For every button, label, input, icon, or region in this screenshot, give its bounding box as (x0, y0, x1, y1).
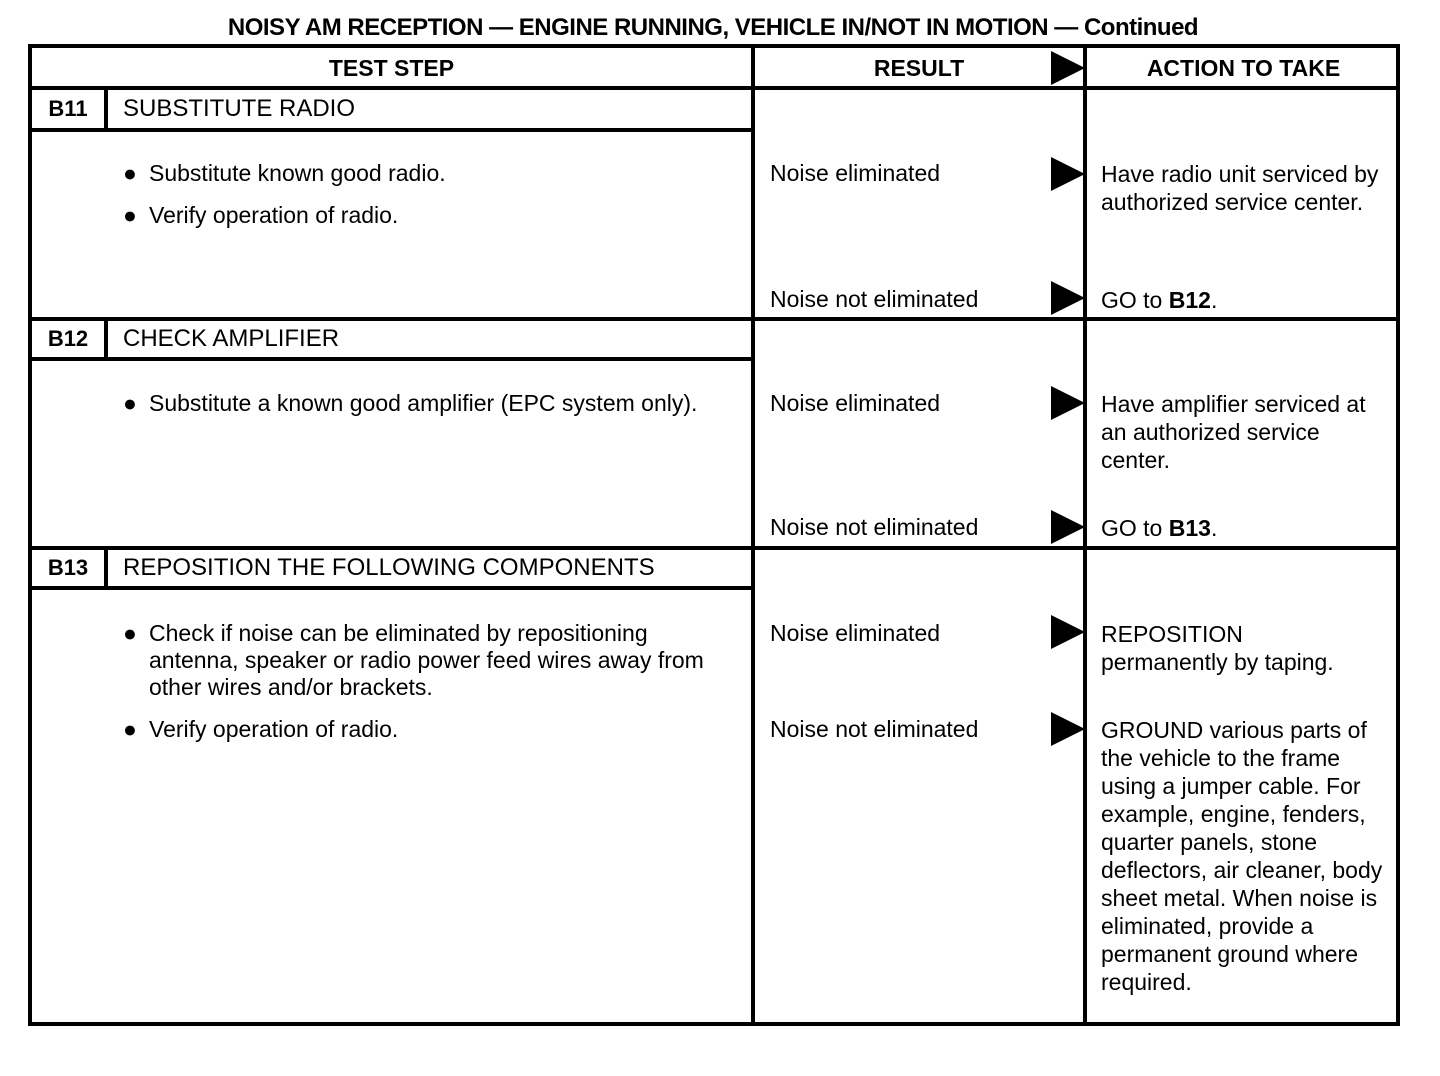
step-title-divider (28, 128, 755, 132)
column-divider (751, 44, 755, 1026)
action-text: Have amplifier serviced at an authorized service center. (1101, 391, 1366, 473)
arrow-icon (1051, 51, 1085, 85)
header-result: RESULT (873, 55, 965, 81)
arrow-icon (1051, 157, 1085, 191)
step-title-divider (28, 357, 755, 361)
bullet-icon: ● (123, 202, 137, 228)
row-divider (28, 546, 1400, 550)
result-text: Noise not eliminated (770, 286, 979, 312)
step-title: REPOSITION THE FOLLOWING COMPONENTS (123, 554, 655, 581)
action-text: GO to B13. (1101, 515, 1218, 541)
arrow-icon (1051, 510, 1085, 544)
arrow-icon (1051, 386, 1085, 420)
result-text: Noise not eliminated (770, 514, 979, 540)
arrow-icon (1051, 615, 1085, 649)
step-id: B11 (48, 96, 88, 121)
step-id-divider (104, 88, 108, 130)
step-title: SUBSTITUTE RADIO (123, 95, 356, 122)
test-step-bullet: ● Verify operation of radio. (123, 202, 399, 228)
step-id: B13 (47, 555, 89, 580)
action-text: GO to B12. (1101, 287, 1218, 313)
step-id-divider (104, 548, 108, 588)
test-step-bullet: ● Substitute known good radio. (123, 160, 446, 186)
action-text: GROUND various parts of the vehicle to the frame using a jumper cable. For example, engine, fenders, quarter panels, stone deflectors, air cleaner, body sheet metal. When noise is eliminated, provide a permanent ground where required. (1101, 717, 1383, 995)
test-step-bullet: ● Verify operation of radio. (123, 716, 399, 742)
bullet-icon: ● (123, 160, 137, 186)
header-divider (28, 86, 1400, 90)
action-text: Have radio unit serviced by authorized service center. (1101, 161, 1379, 215)
bullet-icon: ● (123, 716, 137, 742)
step-id: B12 (47, 326, 89, 351)
action-text: REPOSITION permanently by taping. (1101, 621, 1334, 675)
test-step-bullet: ● Check if noise can be eliminated by repositioning antenna, speaker or radio power feed wires away from other wires and/or brackets. (123, 620, 704, 700)
page-title: NOISY AM RECEPTION — ENGINE RUNNING, VEHICLE IN/NOT IN MOTION — Continued (227, 14, 1199, 41)
result-text: Noise eliminated (770, 390, 941, 416)
arrow-icon (1051, 281, 1085, 315)
row-divider (28, 317, 1400, 321)
header-test-step: TEST STEP (328, 55, 455, 81)
header-action: ACTION TO TAKE (1146, 55, 1341, 81)
step-id-divider (104, 319, 108, 359)
bullet-icon: ● (123, 620, 137, 646)
result-text: Noise eliminated (770, 620, 941, 646)
step-title-divider (28, 586, 755, 590)
bullet-icon: ● (123, 390, 137, 416)
arrow-icon (1051, 712, 1085, 746)
step-title: CHECK AMPLIFIER (123, 325, 340, 352)
result-text: Noise eliminated (770, 160, 941, 186)
result-text: Noise not eliminated (770, 716, 979, 742)
test-step-bullet: ● Substitute a known good amplifier (EPC system only). (123, 390, 698, 416)
